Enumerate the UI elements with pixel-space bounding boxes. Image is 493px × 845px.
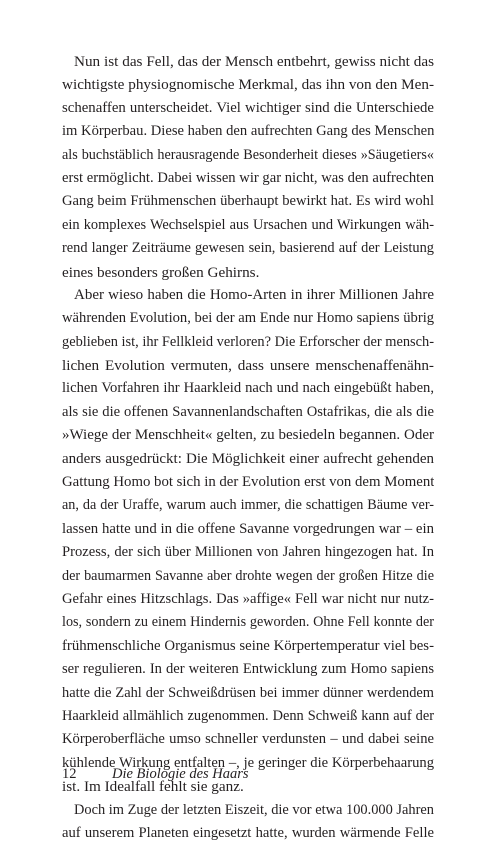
text-line: Körperoberfläche umso schneller verdunsten – und dabei seine	[62, 731, 434, 748]
text-line: Haarkleid allmählich zugenommen. Denn Schweiß kann auf der	[62, 707, 434, 724]
text-line: im Körperbau. Diese haben den aufrechten Gang des Menschen	[62, 123, 434, 140]
text-line: kühlende Wirkung entfalten –, je geringer die Körperbehaarung	[62, 754, 434, 771]
text-line: ein komplexes Wechselspiel aus Ursachen und Wirkungen wäh-	[62, 216, 434, 233]
text-line: Aber wieso haben die Homo-Arten in ihrer Millionen Jahre	[74, 286, 434, 303]
text-line: Gattung Homo bot sich in der Evolution erst von dem Moment	[62, 474, 434, 491]
text-line: rend langer Zeiträume gewesen sein, basierend auf der Leistung	[62, 240, 434, 257]
text-line: wichtigste physiognomische Merkmal, das ihn von den Men-	[62, 76, 434, 94]
text-line: auf unserem Planeten eingesetzt hatte, wurden wärmende Felle	[62, 824, 434, 841]
text-line: »Wiege der Menschheit« gelten, zu besiedeln begannen. Oder	[62, 427, 434, 444]
text-line: Gefahr eines Hitzschlags. Das »affige« Fell war nicht nur nutz-	[62, 590, 434, 607]
text-line: ser regulieren. In der weiteren Entwicklung zum Homo sapiens	[62, 661, 434, 678]
text-line: Nun ist das Fell, das der Mensch entbehrt, gewiss nicht das	[74, 53, 434, 70]
running-title: Die Biologie des Haars	[112, 766, 249, 782]
text-line: frühmenschliche Organismus seine Körpertemperatur viel bes-	[62, 637, 434, 654]
text-line: lichen Vorfahren ihr Haarkleid nach und nach eingebüßt haben,	[62, 380, 434, 397]
text-line: Gang beim Frühmenschen überhaupt bewirkt hat. Es wird wohl	[62, 193, 434, 210]
text-line: schenaffen unterscheidet. Viel wichtiger sind die Unterschiede	[62, 99, 434, 116]
body-text	[62, 50, 434, 845]
text-line: anders ausgedrückt: Die Möglichkeit einer aufrecht gehenden	[62, 450, 434, 467]
page-footer	[62, 763, 434, 785]
text-line: eines besonders großen Gehirns.	[62, 263, 260, 281]
text-line: geblieben ist, ihr Fellkleid verloren? Die Erforscher der mensch-	[62, 333, 434, 350]
page-number: 12	[62, 766, 77, 782]
text-line: Prozess, der sich über Millionen von Jahren hingezogen hat. In	[62, 544, 434, 561]
text-line: ist. Im Idealfall fehlt sie ganz.	[62, 778, 244, 796]
text-line: los, sondern zu einem Hindernis geworden. Ohne Fell konnte der	[62, 614, 434, 631]
text-line: hatte die Zahl der Schweißdrüsen bei immer dünner werdendem	[62, 684, 434, 701]
text-line: als buchstäblich herausragende Besonderheit dieses »Säugetiers«	[62, 146, 434, 163]
text-line: als sie die offenen Savannenlandschaften Ostafrikas, die als die	[62, 403, 434, 420]
text-line: lassen hatte und in die offene Savanne vorgedrungen war – ein	[62, 520, 434, 537]
text-line: an, da der Uraffe, warum auch immer, die schattigen Bäume ver-	[62, 497, 434, 514]
text-line: erst ermöglicht. Dabei wissen wir gar nicht, was den aufrechten	[62, 169, 434, 186]
text-line: der baumarmen Savanne aber drohte wegen der großen Hitze die	[62, 567, 434, 584]
text-line: lichen Evolution vermuten, dass unsere menschenaffenähn-	[62, 357, 434, 375]
text-line: währenden Evolution, bei der am Ende nur Homo sapiens übrig	[62, 310, 434, 327]
text-line: Doch im Zuge der letzten Eiszeit, die vor etwa 100.000 Jahren	[74, 801, 434, 818]
